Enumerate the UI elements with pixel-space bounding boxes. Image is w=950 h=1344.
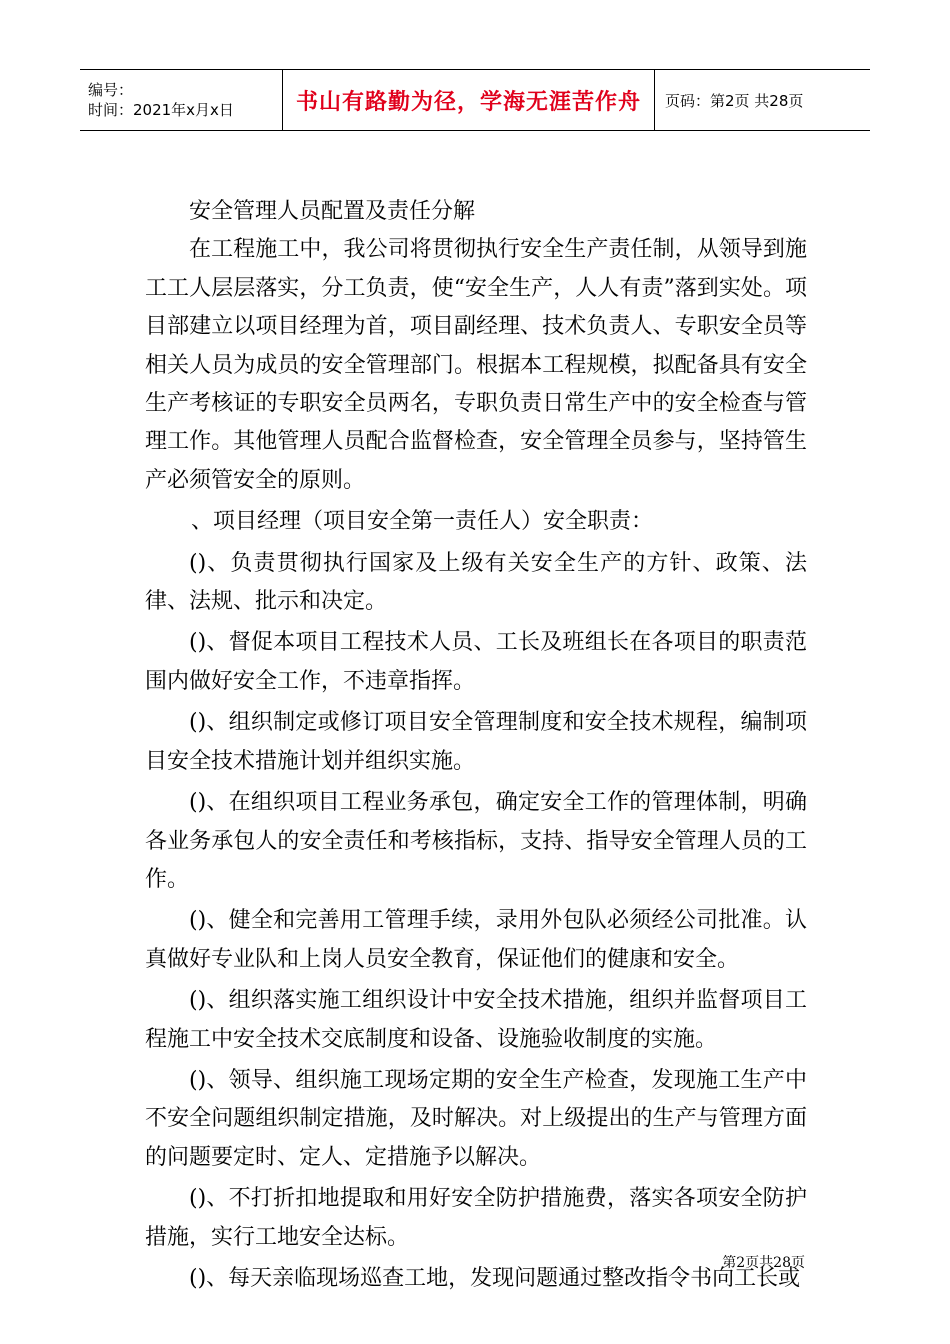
- duty-item: ()、在组织项目工程业务承包，确定安全工作的管理体制，明确各业务承包人的安全责任和考核指标，支持、指导安全管理人员的工作。: [145, 790, 807, 892]
- header-meta: [80, 70, 283, 130]
- page-header: [80, 69, 870, 131]
- duty-item: ()、不打折扣地提取和用好安全防护措施费，落实各项安全防护措施，实行工地安全达标。: [145, 1186, 807, 1250]
- duty-item: ()、组织制定或修订项目安全管理制度和安全技术规程，编制项目安全技术措施计划并组织实施。: [145, 710, 807, 774]
- document-number-label: 编号：: [88, 81, 134, 99]
- duty-item: ()、每天亲临现场巡查工地，发现问题通过整改指令书向工长或: [189, 1265, 801, 1291]
- header-page-info: 页码：第2页 共28页: [665, 91, 804, 110]
- document-body: [145, 193, 807, 1298]
- duty-item: ()、督促本项目工程技术人员、工长及班组长在各项目的职责范围内做好安全工作，不违章指挥。: [145, 630, 807, 694]
- document-date: 时间：2021年x月x日: [88, 101, 234, 119]
- header-motto-cell: [283, 70, 655, 130]
- intro-paragraph: 在工程施工中，我公司将贯彻执行安全生产责任制，从领导到施工工人层层落实，分工负责，使“安全生产，人人有责”落到实处。项目部建立以项目经理为首，项目副经理、技术负责人、专职安全员等相关人员为成员的安全管理部门。根据本工程规模，拟配备具有安全生产考核证的专职安全员两名，专职负责日常生产中的安全检查与管理工作。其他管理人员配合监督检查，安全管理全员参与，坚持管生产必须管安全的原则。: [145, 237, 807, 493]
- duty-item: ()、组织落实施工组织设计中安全技术措施，组织并监督项目工程施工中安全技术交底制度和设备、设施验收制度的实施。: [145, 988, 807, 1052]
- section-heading: 、项目经理（项目安全第一责任人）安全职责：: [191, 509, 654, 535]
- section-title: 安全管理人员配置及责任分解: [189, 199, 476, 224]
- header-page-cell: [655, 70, 870, 130]
- duty-item: ()、健全和完善用工管理手续，录用外包队必须经公司批准。认真做好专业队和上岗人员安全教育，保证他们的健康和安全。: [145, 908, 807, 972]
- page-footer: 第2页共28页: [722, 1255, 805, 1271]
- duty-item: ()、领导、组织施工现场定期的安全生产检查，发现施工生产中不安全问题组织制定措施，及时解决。对上级提出的生产与管理方面的问题要定时、定人、定措施予以解决。: [145, 1067, 807, 1170]
- header-motto: 书山有路勤为径，学海无涯苦作舟: [295, 89, 641, 115]
- duty-item: ()、负责贯彻执行国家及上级有关安全生产的方针、政策、法律、法规、批示和决定。: [145, 550, 807, 615]
